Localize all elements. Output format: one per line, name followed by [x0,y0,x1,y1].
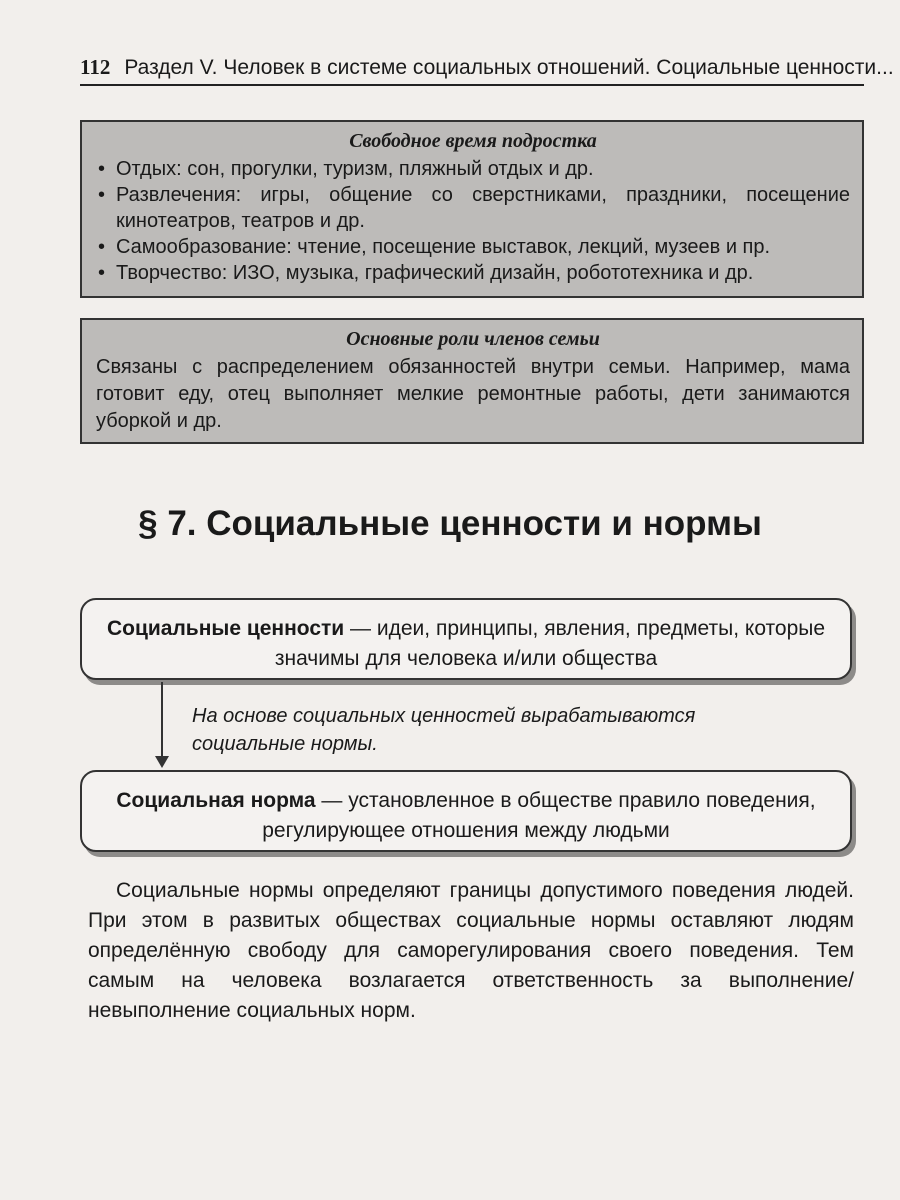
definition-social-norm [80,770,852,852]
list-item: • Творчество: ИЗО, музыка, графический дизайн, робототехника и др. [96,260,850,286]
page-number: 112 [80,55,111,79]
family-roles-box [80,318,864,444]
leisure-box-title: Свободное время подростка [349,130,597,152]
list-item: • Отдых: сон, прогулки, туризм, пляжный отдых и др. [96,156,850,182]
connector-note: На основе социальных ценностей вырабатываются социальные нормы. [192,705,696,755]
body-paragraph: Социальные нормы определяют границы допустимого поведения людей. При этом в развитых обществах социальные нормы оставляют людям определённую свободу для саморегулирования своего поведения. Тем самым на человека возлагается ответственность за выполнение/невыполнение социальных норм. [88,879,854,1022]
list-item: • Развлечения: игры, общение со сверстниками, праздники, посещение кинотеатров, театров и др. [96,182,850,234]
definition-term: Социальная норма [116,789,316,812]
running-header [80,50,894,86]
running-title: Раздел V. Человек в системе социальных отношений. Социальные ценности... [124,56,894,79]
definition-text: — установленное в обществе правило поведения, регулирующее отношения между людьми [262,789,816,842]
list-item: • Самообразование: чтение, посещение выставок, лекций, музеев и пр. [96,234,850,260]
connector-line [161,682,163,762]
leisure-box [80,120,864,298]
section-title: § 7. Социальные ценности и нормы [138,504,762,543]
definition-text: — идеи, принципы, явления, предметы, которые значимы для человека и/или общества [274,617,826,670]
arrow-down-icon [155,756,169,768]
definition-term: Социальные ценности [106,617,345,640]
leisure-list [96,156,850,286]
family-roles-title: Основные роли членов семьи [346,328,600,350]
family-roles-text: Связаны с распределением обязанностей внутри семьи. Например, мама готовит еду, отец выполняет мелкие ремонтные работы, дети занимаются уборкой и др. [96,356,850,432]
definition-social-values [80,598,852,680]
